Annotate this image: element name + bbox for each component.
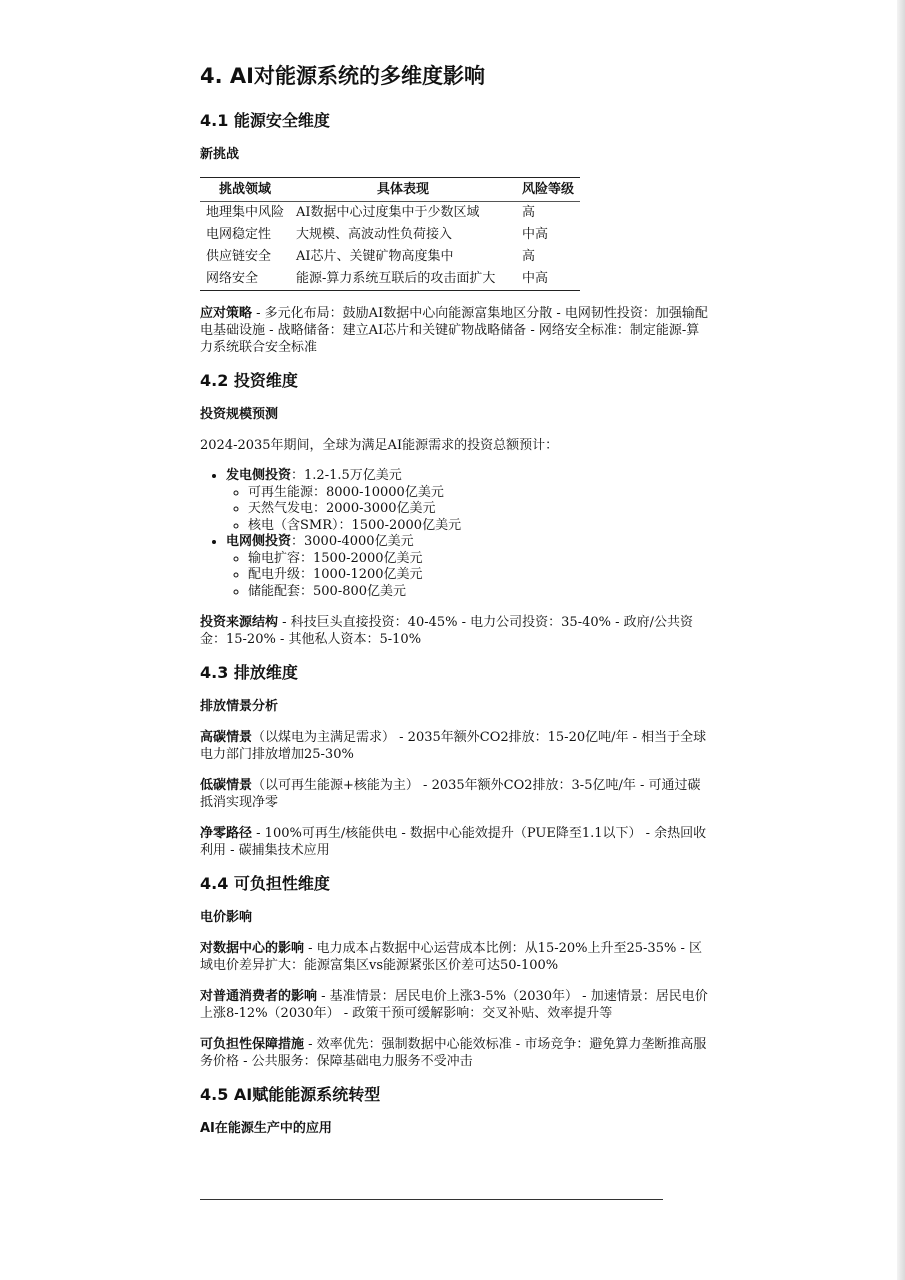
table-top-rule	[200, 1199, 663, 1200]
low-carbon-label: 低碳情景	[200, 778, 253, 793]
table-cell: 高	[522, 249, 536, 264]
challenge-table	[200, 177, 580, 291]
high-carbon-text: （以煤电为主满足需求） - 2035年额外CO2排放：15-20亿吨/年 - 相当于全球电力部门排放增加25-30%	[200, 730, 707, 762]
table-cell: 大规模、高波动性负荷接入	[296, 227, 453, 242]
chapter-title: 4. AI对能源系统的多维度影响	[200, 64, 485, 88]
section-4-4-subheading: 电价影响	[200, 910, 253, 925]
response-strategy-text: - 多元化布局：鼓励AI数据中心向能源富集地区分散 - 电网韧性投资：加强输配电基础设施 - 战略储备：建立AI芯片和关键矿物战略储备 - 网络安全标准：制定能源-算力系统联合安全标准	[200, 306, 708, 355]
response-strategy-paragraph	[200, 305, 710, 356]
table-header: 挑战领域	[200, 178, 290, 202]
table-cell: AI数据中心过度集中于少数区域	[296, 205, 480, 220]
table-cell: 电网稳定性	[206, 227, 272, 242]
consumer-impact-label: 对普通消费者的影响	[200, 989, 318, 1004]
low-carbon-paragraph	[200, 777, 710, 811]
datacenter-impact-label: 对数据中心的影响	[200, 941, 305, 956]
grid-investment-label: 电网侧投资	[226, 534, 292, 549]
list-item: ◦ 配电升级：1000-1200亿美元	[248, 567, 710, 584]
affordability-measures-label: 可负担性保障措施	[200, 1037, 305, 1052]
consumer-impact-paragraph	[200, 988, 710, 1022]
affordability-measures-text: - 效率优先：强制数据中心能效标准 - 市场竞争：避免算力垄断推高服务价格 - 公共服务：保障基础电力服务不受冲击	[200, 1037, 707, 1069]
table-cell: 高	[522, 205, 536, 220]
investment-intro: 2024-2035年期间，全球为满足AI能源需求的投资总额预计：	[200, 438, 559, 453]
grid-investment-value: ：3000-4000亿美元	[291, 534, 414, 549]
section-4-3-subheading: 排放情景分析	[200, 699, 279, 714]
list-item: ◦ 天然气发电：2000-3000亿美元	[248, 501, 710, 518]
list-item: ◦ 储能配套：500-800亿美元	[248, 584, 710, 601]
datacenter-impact-paragraph	[200, 940, 710, 974]
datacenter-impact-text: - 电力成本占数据中心运营成本比例：从15-20%上升至25-35% - 区域电价差异扩大：能源富集区vs能源紧张区价差可达50-100%	[200, 941, 702, 973]
investment-source-label: 投资来源结构	[200, 615, 279, 630]
section-4-1-heading: 4.1 能源安全维度	[200, 111, 330, 130]
table-header: 具体表现	[290, 178, 516, 202]
table-header-row	[200, 178, 580, 202]
list-item: ◦ 可再生能源：8000-10000亿美元	[248, 485, 710, 502]
document-page	[200, 62, 710, 1151]
affordability-measures-paragraph	[200, 1036, 710, 1070]
table-cell: 中高	[522, 227, 549, 242]
list-item: ◦ 核电（含SMR）：1500-2000亿美元	[248, 518, 710, 535]
section-4-4-heading: 4.4 可负担性维度	[200, 874, 330, 893]
table-cell: 中高	[522, 271, 549, 286]
table-row	[200, 224, 580, 246]
net-zero-text: - 100%可再生/核能供电 - 数据中心能效提升（PUE降至1.1以下） - 余热回收利用 - 碳捕集技术应用	[200, 826, 707, 858]
section-4-2-heading: 4.2 投资维度	[200, 371, 298, 390]
table-cell: 供应链安全	[206, 249, 272, 264]
table-cell: 地理集中风险	[206, 205, 285, 220]
section-4-1-subheading: 新挑战	[200, 147, 240, 162]
high-carbon-paragraph	[200, 729, 710, 763]
section-4-5-heading: 4.5 AI赋能能源系统转型	[200, 1085, 381, 1104]
page-edge-shadow	[897, 0, 905, 1280]
table-cell: 网络安全	[206, 271, 259, 286]
investment-source-text: - 科技巨头直接投资：40-45% - 电力公司投资：35-40% - 政府/公共资金：15-20% - 其他私人资本：5-10%	[200, 615, 694, 647]
investment-source-paragraph	[200, 614, 710, 648]
net-zero-label: 净零路径	[200, 826, 253, 841]
generation-investment-value: ：1.2-1.5万亿美元	[291, 468, 402, 483]
table-row	[200, 268, 580, 291]
investment-list	[200, 468, 710, 600]
table-row	[200, 202, 580, 225]
table-row	[200, 246, 580, 268]
high-carbon-label: 高碳情景	[200, 730, 253, 745]
table-cell: 能源-算力系统互联后的攻击面扩大	[296, 271, 496, 286]
section-4-5-subheading: AI在能源生产中的应用	[200, 1121, 332, 1136]
consumer-impact-text: - 基准情景：居民电价上涨3-5%（2030年） - 加速情景：居民电价上涨8-12%（2030年） - 政策干预可缓解影响：交叉补贴、效率提升等	[200, 989, 708, 1021]
generation-investment-label: 发电侧投资	[226, 468, 292, 483]
table-header: 风险等级	[516, 178, 580, 202]
list-item: ◦ 输电扩容：1500-2000亿美元	[248, 551, 710, 568]
response-strategy-label: 应对策略	[200, 306, 253, 321]
list-item	[226, 534, 710, 600]
sub-list	[226, 485, 710, 535]
net-zero-paragraph	[200, 825, 710, 859]
low-carbon-text: （以可再生能源+核能为主） - 2035年额外CO2排放：3-5亿吨/年 - 可通过碳抵消实现净零	[200, 778, 701, 810]
section-4-2-subheading: 投资规模预测	[200, 407, 279, 422]
sub-list	[226, 551, 710, 601]
section-4-3-heading: 4.3 排放维度	[200, 663, 298, 682]
table-cell: AI芯片、关键矿物高度集中	[296, 249, 454, 264]
list-item	[226, 468, 710, 534]
